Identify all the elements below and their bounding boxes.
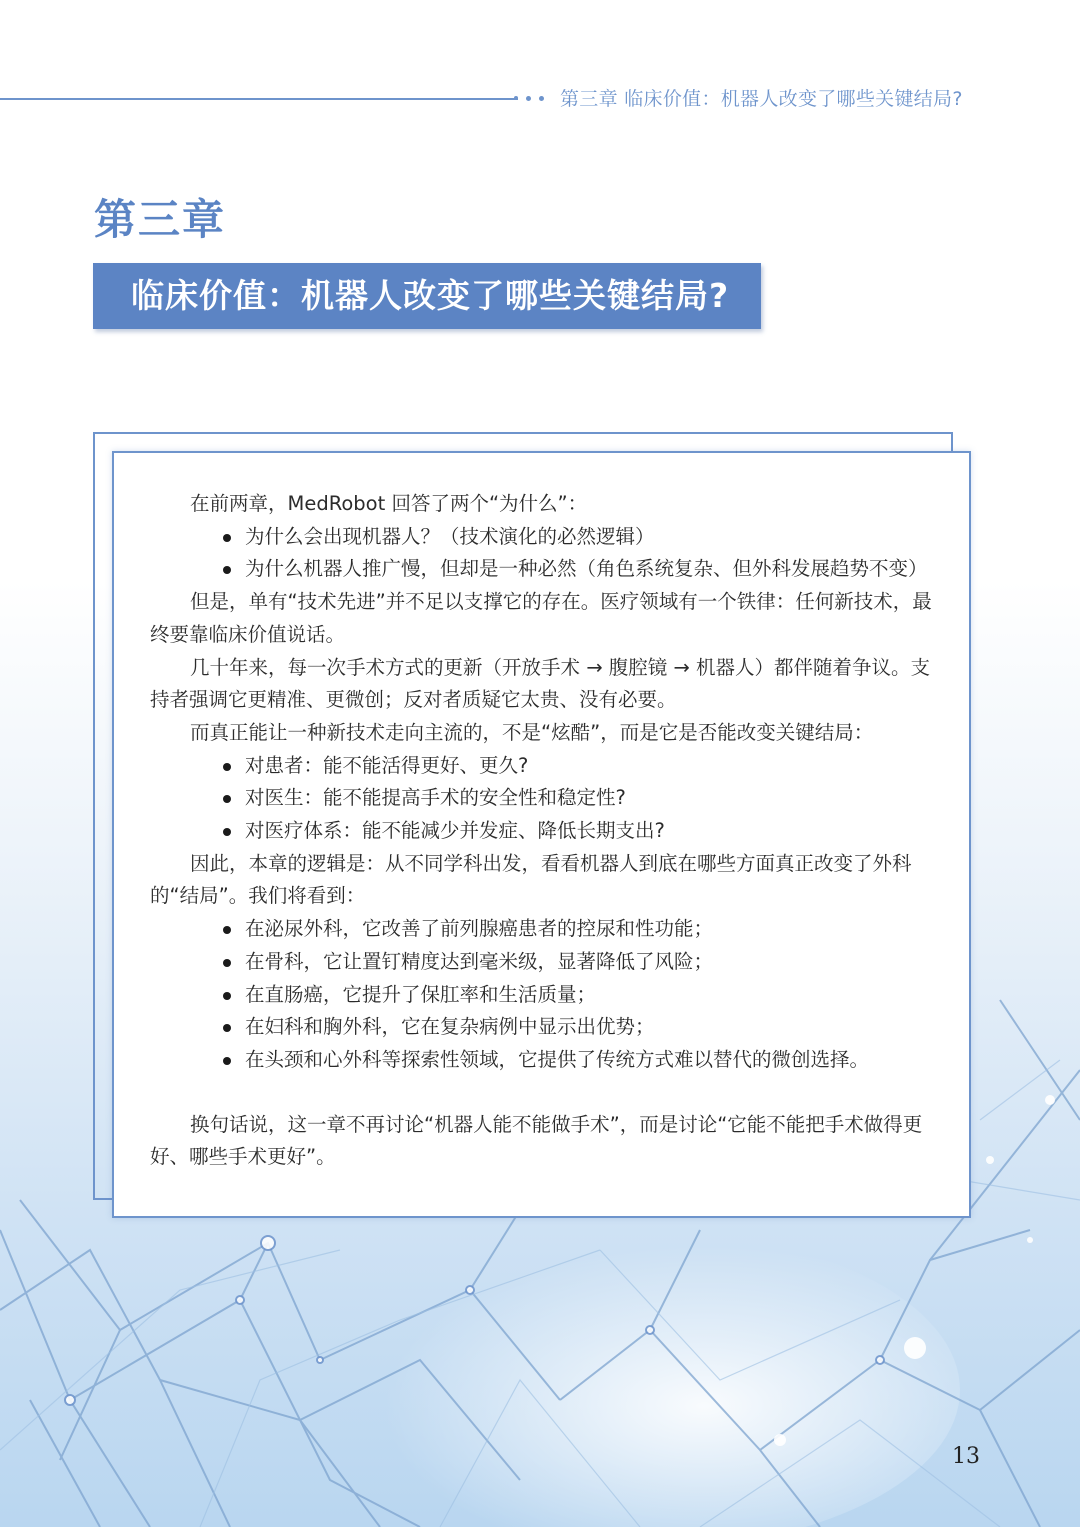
- paragraph-chapter-logic: 因此，本章的逻辑是：从不同学科出发，看看机器人到底在哪些方面真正改变了外科的“结局”。我们将看到：: [150, 851, 912, 908]
- paragraph-controversy: 几十年来，每一次手术方式的更新（开放手术 → 腹腔镜 → 机器人）都伴随着争议。支持者强调它更精准、更微创；反对者质疑它太贵、没有必要。: [150, 655, 930, 712]
- chapter-title: 临床价值：机器人改变了哪些关键结局?: [131, 276, 730, 315]
- body-content: [150, 488, 940, 1174]
- list-item: 为什么会出现机器人？（技术演化的必然逻辑）: [150, 521, 940, 554]
- header-dots-icon: [512, 92, 552, 106]
- running-header: [0, 86, 1080, 114]
- header-rule: [0, 98, 518, 100]
- chapter-number: 第三章: [94, 195, 227, 244]
- intro-bullet-list: [150, 521, 940, 586]
- specialty-bullet-list: [150, 913, 940, 1077]
- list-item: 在骨科，它让置钉精度达到毫米级，显著降低了风险；: [150, 946, 940, 979]
- paragraph-clinical-value: 但是，单有“技术先进”并不足以支撑它的存在。医疗领域有一个铁律：任何新技术，最终要靠临床价值说话。: [150, 590, 932, 646]
- list-item: 为什么机器人推广慢，但却是一种必然（角色系统复杂、但外科发展趋势不变）: [150, 553, 940, 586]
- list-item: 在泌尿外科，它改善了前列腺癌患者的控尿和性功能；: [150, 913, 940, 946]
- paragraph-key-outcomes: 而真正能让一种新技术走向主流的，不是“炫酷”，而是它是否能改变关键结局：: [190, 720, 874, 744]
- outcome-bullet-list: [150, 750, 940, 848]
- list-item: 对患者：能不能活得更好、更久?: [150, 750, 940, 783]
- list-item: 在头颈和心外科等探索性领域，它提供了传统方式难以替代的微创选择。: [150, 1044, 940, 1077]
- list-item: 在直肠癌，它提升了保肛率和生活质量；: [150, 979, 940, 1012]
- intro-paragraph: 在前两章，MedRobot 回答了两个“为什么”：: [190, 492, 588, 515]
- list-item: 对医生：能不能提高手术的安全性和稳定性?: [150, 782, 940, 815]
- list-item: 在妇科和胸外科，它在复杂病例中显示出优势；: [150, 1011, 940, 1044]
- closing-paragraph: 换句话说，这一章不再讨论“机器人能不能做手术”，而是讨论“它能不能把手术做得更好、哪些手术更好”。: [150, 1112, 923, 1169]
- chapter-title-banner: [93, 263, 761, 329]
- page-number: 13: [952, 1444, 980, 1469]
- running-title: 第三章 临床价值：机器人改变了哪些关键结局?: [560, 88, 963, 110]
- list-item: 对医疗体系：能不能减少并发症、降低长期支出?: [150, 815, 940, 848]
